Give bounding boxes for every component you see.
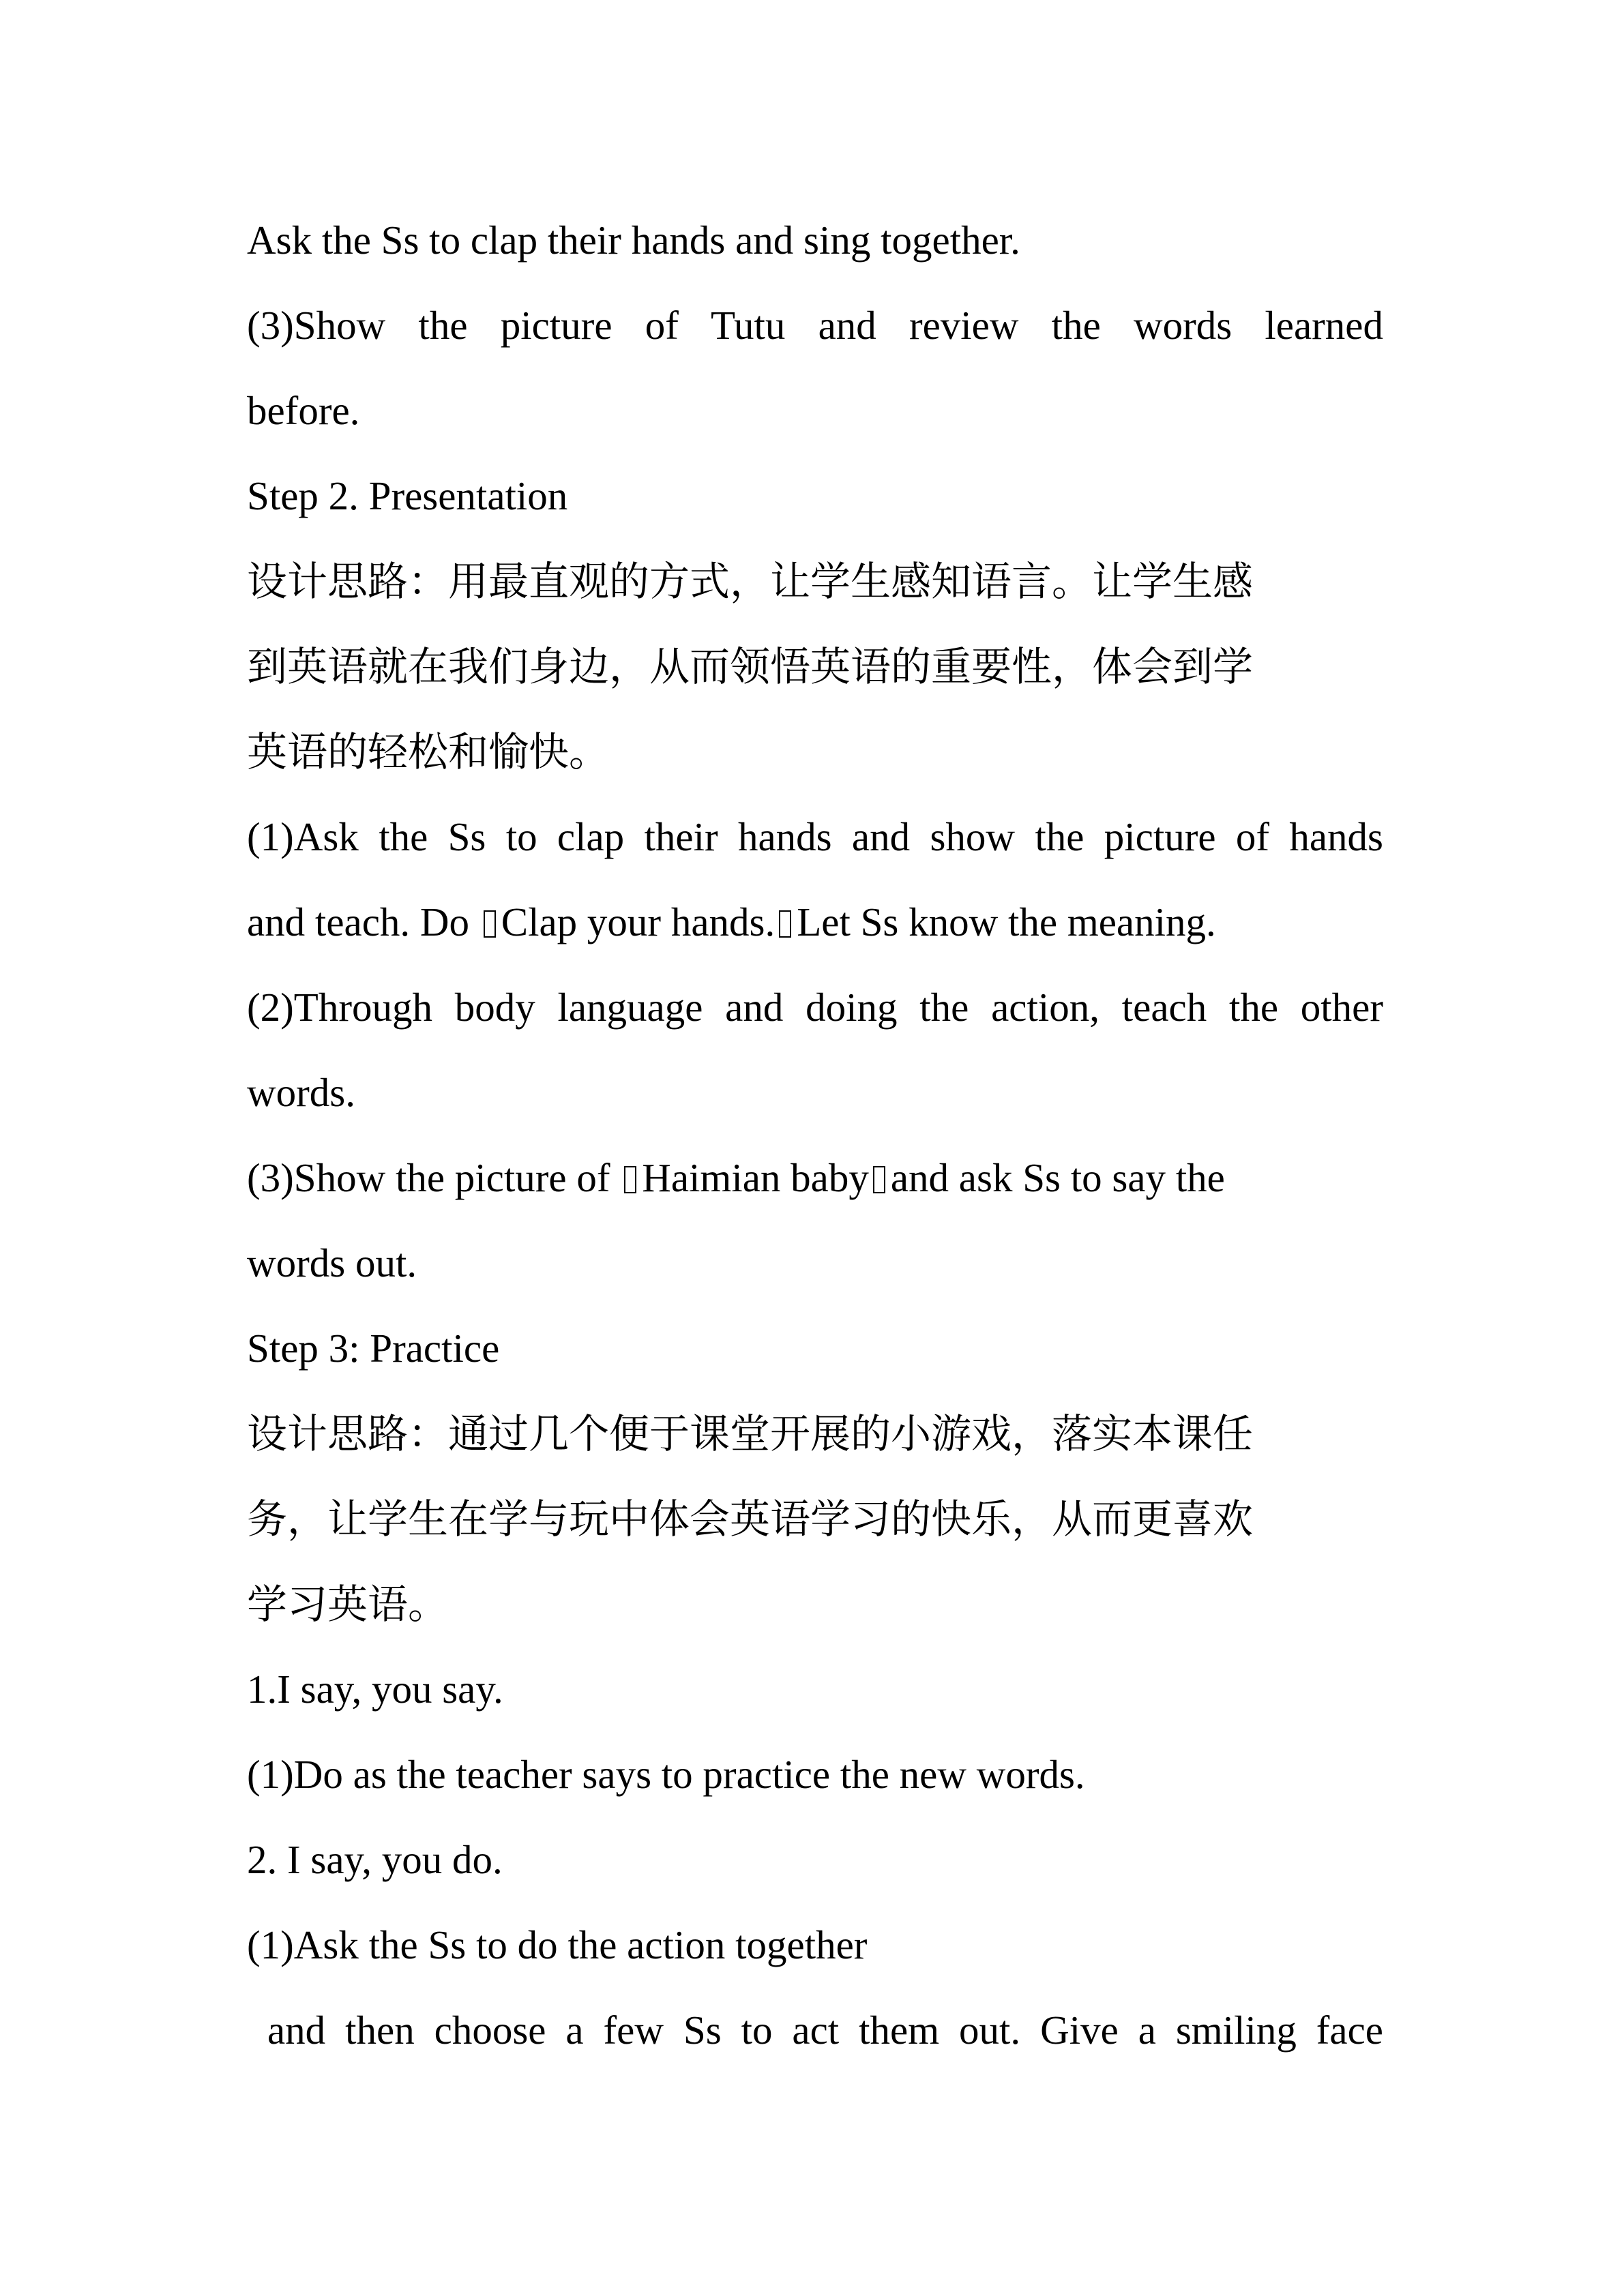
design-idea-line: 到英语就在我们身边，从而领悟英语的重要性，体会到学	[247, 643, 1254, 690]
design-idea-line: 学习英语。	[247, 1581, 449, 1628]
missing-glyph-icon	[484, 910, 496, 938]
section-heading-step-3: Step 3: Practice	[247, 1326, 500, 1371]
line-text-after: Let Ss know the meaning.	[797, 899, 1216, 944]
document-body	[247, 198, 1383, 2073]
paragraph-line	[247, 1135, 1383, 1221]
paragraph-line: (1)Ask the Ss to do the action together	[247, 1922, 868, 1967]
design-idea-line: 英语的轻松和愉快。	[247, 728, 610, 775]
line-text-after: and ask Ss to say the	[890, 1155, 1225, 1200]
missing-glyph-icon	[624, 1166, 636, 1193]
missing-glyph-icon	[779, 910, 791, 938]
section-heading-step-2: Step 2. Presentation	[247, 473, 568, 518]
paragraph-line	[247, 880, 1383, 965]
activity-heading: 2. I say, you do.	[247, 1837, 503, 1882]
paragraph-line: (1)Ask the Ss to clap their hands and show the picture of hands	[247, 814, 1383, 859]
design-idea-line: 设计思路：用最直观的方式，让学生感知语言。让学生感	[247, 558, 1254, 605]
paragraph-line: Ask the Ss to clap their hands and sing together.	[247, 218, 1020, 263]
design-idea-line: 务，让学生在学与玩中体会英语学习的快乐，从而更喜欢	[247, 1495, 1254, 1542]
quoted-phrase: Haimian baby	[642, 1155, 869, 1200]
paragraph-line: before.	[247, 388, 360, 433]
paragraph-line: words out.	[247, 1240, 417, 1285]
line-text-before: (3)Show the picture of	[247, 1155, 621, 1200]
paragraph-line: words.	[247, 1070, 355, 1115]
quoted-phrase: Clap your hands.	[501, 899, 776, 944]
paragraph-line: (1)Do as the teacher says to practice the new words.	[247, 1752, 1085, 1797]
design-idea-line: 设计思路：通过几个便于课堂开展的小游戏，落实本课任	[247, 1410, 1254, 1457]
line-text-before: and teach. Do	[247, 899, 479, 944]
paragraph-line: (3)Show the picture of Tutu and review the words learned	[247, 303, 1383, 348]
paragraph-line: and then choose a few Ss to act them out. Give a smiling face	[267, 2008, 1383, 2053]
paragraph-line: (2)Through body language and doing the action, teach the other	[247, 985, 1383, 1030]
missing-glyph-icon	[873, 1166, 885, 1193]
activity-heading: 1.I say, you say.	[247, 1667, 503, 1712]
